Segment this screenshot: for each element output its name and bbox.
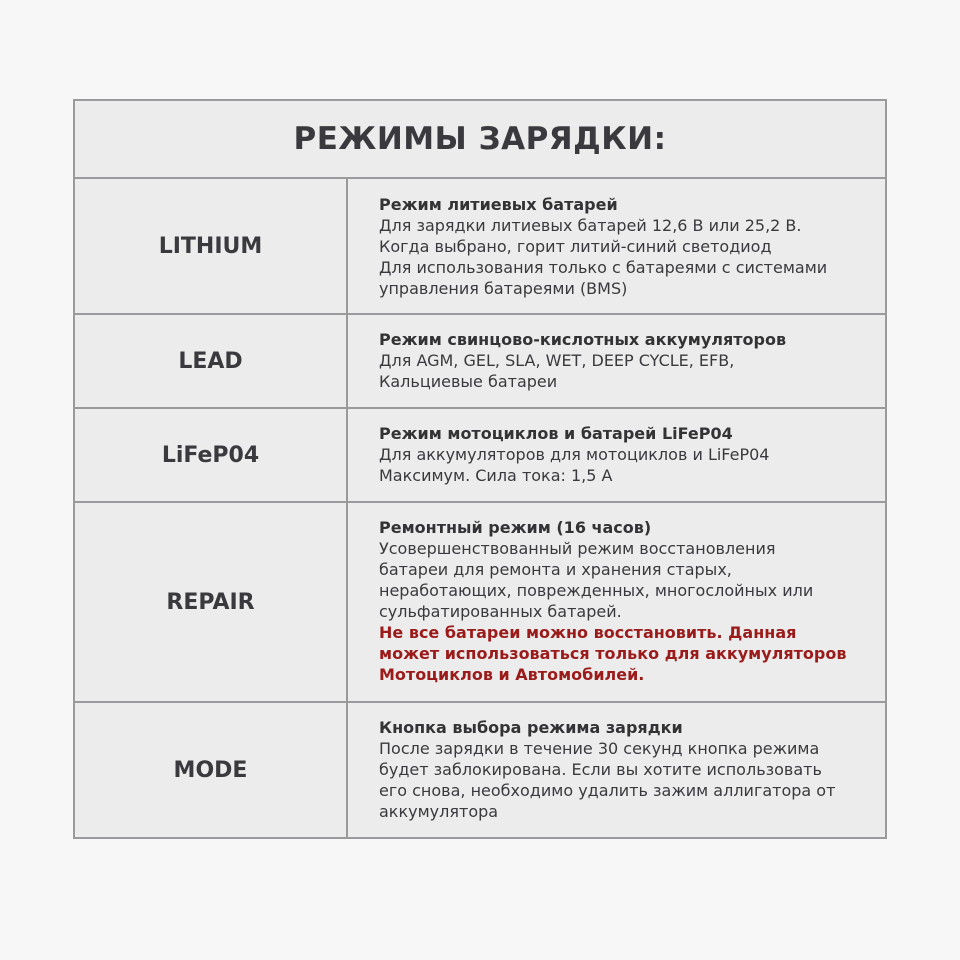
description-line: После зарядки в течение 30 секунд кнопка режима bbox=[379, 739, 820, 758]
description-line: Усовершенствованный режим восстановления bbox=[379, 539, 776, 558]
description-heading: Режим литиевых батарей bbox=[379, 195, 618, 214]
warning-line: Не все батареи можно восстановить. Данная bbox=[379, 623, 797, 642]
description-cell bbox=[348, 703, 885, 837]
mode-name-mode: MODE bbox=[173, 757, 248, 783]
description-line: Максимум. Сила тока: 1,5 А bbox=[379, 466, 613, 485]
table-row-lead bbox=[75, 315, 885, 409]
description-line: неработающих, поврежденных, многослойных или bbox=[379, 581, 814, 600]
description-heading: Кнопка выбора режима зарядки bbox=[379, 718, 683, 737]
description-cell bbox=[348, 409, 885, 501]
charging-modes-table bbox=[73, 99, 887, 839]
table-row-repair bbox=[75, 503, 885, 703]
description-cell bbox=[348, 315, 885, 407]
warning-line: может использоваться только для аккумуляторов bbox=[379, 644, 847, 663]
description-line: Для AGM, GEL, SLA, WET, DEEP CYCLE, EFB, bbox=[379, 351, 735, 370]
mode-cell bbox=[75, 503, 348, 701]
description-line: Кальциевые батареи bbox=[379, 372, 558, 391]
description-heading: Режим мотоциклов и батарей LiFeP04 bbox=[379, 424, 733, 443]
mode-cell bbox=[75, 315, 348, 407]
mode-name-lead: LEAD bbox=[178, 348, 243, 374]
mode-cell bbox=[75, 179, 348, 313]
mode-cell bbox=[75, 409, 348, 501]
table-row-lithium bbox=[75, 179, 885, 315]
mode-name-repair: REPAIR bbox=[166, 589, 255, 615]
description-cell bbox=[348, 179, 885, 313]
description-line: сульфатированных батарей. bbox=[379, 602, 622, 621]
description-line: будет заблокирована. Если вы хотите использовать bbox=[379, 760, 822, 779]
table-row-mode bbox=[75, 703, 885, 837]
mode-name-lithium: LITHIUM bbox=[158, 233, 263, 259]
description-line: Когда выбрано, горит литий-синий светодиод bbox=[379, 237, 772, 256]
mode-name-lifep04: LiFeP04 bbox=[161, 442, 260, 468]
description-line: батареи для ремонта и хранения старых, bbox=[379, 560, 732, 579]
description-line: аккумулятора bbox=[379, 802, 499, 821]
warning-line: Мотоциклов и Автомобилей. bbox=[379, 665, 645, 684]
description-heading: Режим свинцово-кислотных аккумуляторов bbox=[379, 330, 787, 349]
description-heading: Ремонтный режим (16 часов) bbox=[379, 518, 652, 537]
description-cell bbox=[348, 503, 885, 701]
description-line: Для использования только с батареями с системами bbox=[379, 258, 828, 277]
table-row-lifep04 bbox=[75, 409, 885, 503]
description-line: Для аккумуляторов для мотоциклов и LiFeP04 bbox=[379, 445, 770, 464]
description-line: его снова, необходимо удалить зажим аллигатора от bbox=[379, 781, 836, 800]
description-line: Для зарядки литиевых батарей 12,6 В или 25,2 В. bbox=[379, 216, 802, 235]
page-title: РЕЖИМЫ ЗАРЯДКИ: bbox=[293, 121, 667, 157]
description-line: управления батареями (BMS) bbox=[379, 279, 628, 298]
mode-cell bbox=[75, 703, 348, 837]
table-header bbox=[75, 101, 885, 179]
